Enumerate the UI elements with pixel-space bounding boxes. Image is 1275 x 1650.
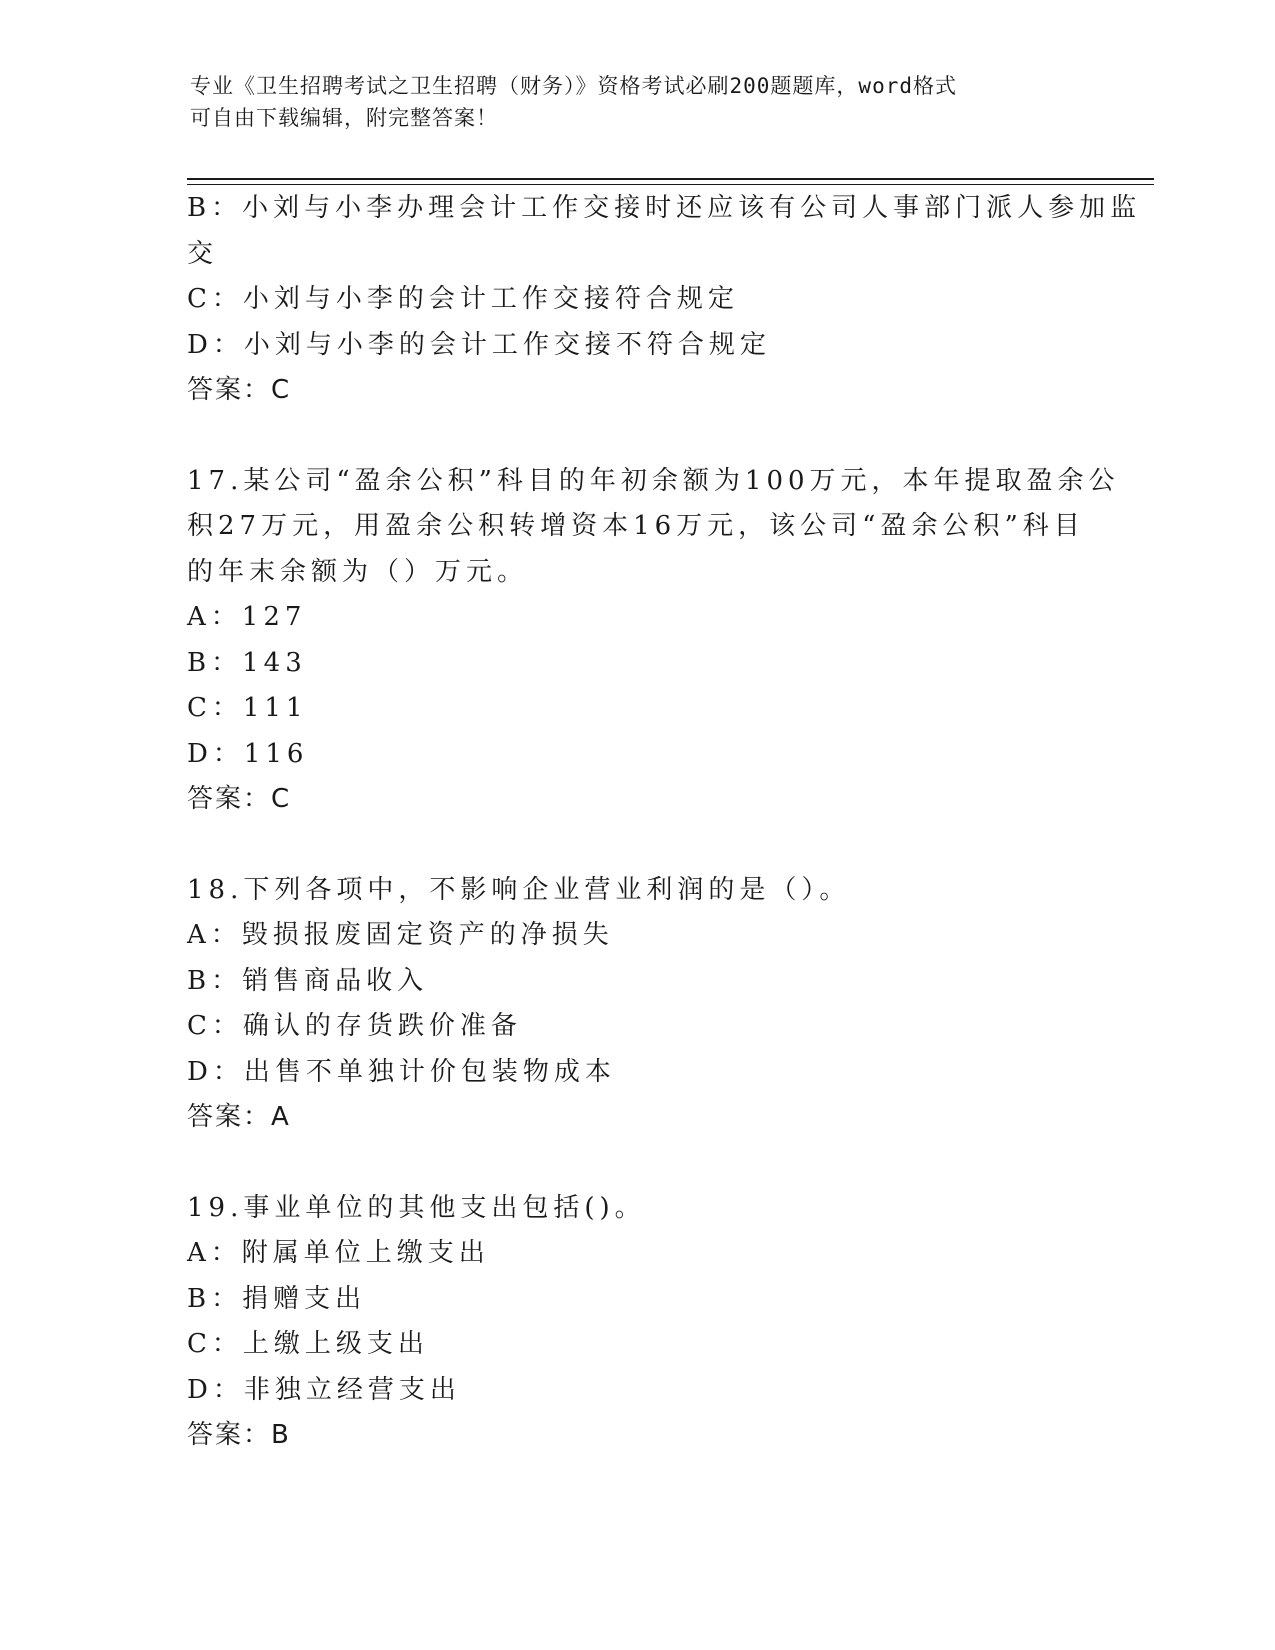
- question-stem: 18.下列各项中，不影响企业营业利润的是（）。: [187, 874, 851, 905]
- option-c: C：小刘与小李的会计工作交接符合规定: [187, 284, 739, 314]
- option-d: D：116: [187, 738, 309, 769]
- option-a: A：附属单位上缴支出: [187, 1238, 490, 1268]
- option-b: B：143: [187, 647, 307, 678]
- document-header: [190, 70, 1090, 134]
- previous-question-tail: [187, 186, 1142, 414]
- option-c: C：111: [187, 693, 308, 723]
- question-17: [187, 459, 1120, 823]
- answer-line: 答案：B: [187, 1420, 291, 1450]
- question-stem: 的年末余额为（）万元。: [187, 556, 529, 587]
- option-a: A：毁损报废固定资产的净损失: [187, 920, 614, 950]
- answer-line: 答案：A: [187, 1102, 291, 1132]
- header-line-1: 专业《卫生招聘考试之卫生招聘（财务）》资格考试必刷200题题库，word格式: [190, 74, 957, 98]
- header-rule-thin: [187, 184, 1154, 185]
- option-b: B：销售商品收入: [187, 965, 429, 996]
- option-c: C：确认的存货跌价准备: [187, 1011, 522, 1041]
- question-stem: 19.事业单位的其他支出包括()。: [187, 1192, 646, 1223]
- answer-line: 答案：C: [187, 784, 292, 814]
- option-d: D：出售不单独计价包装物成本: [187, 1056, 616, 1087]
- option-b: B：捐赠支出: [187, 1283, 367, 1314]
- option-c: C：上缴上级支出: [187, 1329, 429, 1359]
- answer-line: 答案：C: [187, 375, 292, 405]
- option-d: D：小刘与小李的会计工作交接不符合规定: [187, 329, 771, 360]
- header-rule-thick: [187, 178, 1154, 180]
- question-stem: 积27万元，用盈余公积转增资本16万元，该公司“盈余公积”科目: [187, 511, 1085, 541]
- option-b-continued: 交: [187, 238, 219, 269]
- option-b: B：小刘与小李办理会计工作交接时还应该有公司人事部门派人参加监: [187, 193, 1142, 223]
- option-a: A：127: [187, 602, 307, 632]
- question-18: [187, 868, 1087, 1141]
- header-line-2: 可自由下载编辑，附完整答案！: [190, 106, 498, 130]
- question-19: [187, 1186, 1087, 1459]
- option-d: D：非独立经营支出: [187, 1374, 461, 1405]
- question-list: [187, 186, 1142, 1459]
- question-stem: 17.某公司“盈余公积”科目的年初余额为100万元，本年提取盈余公: [187, 465, 1120, 496]
